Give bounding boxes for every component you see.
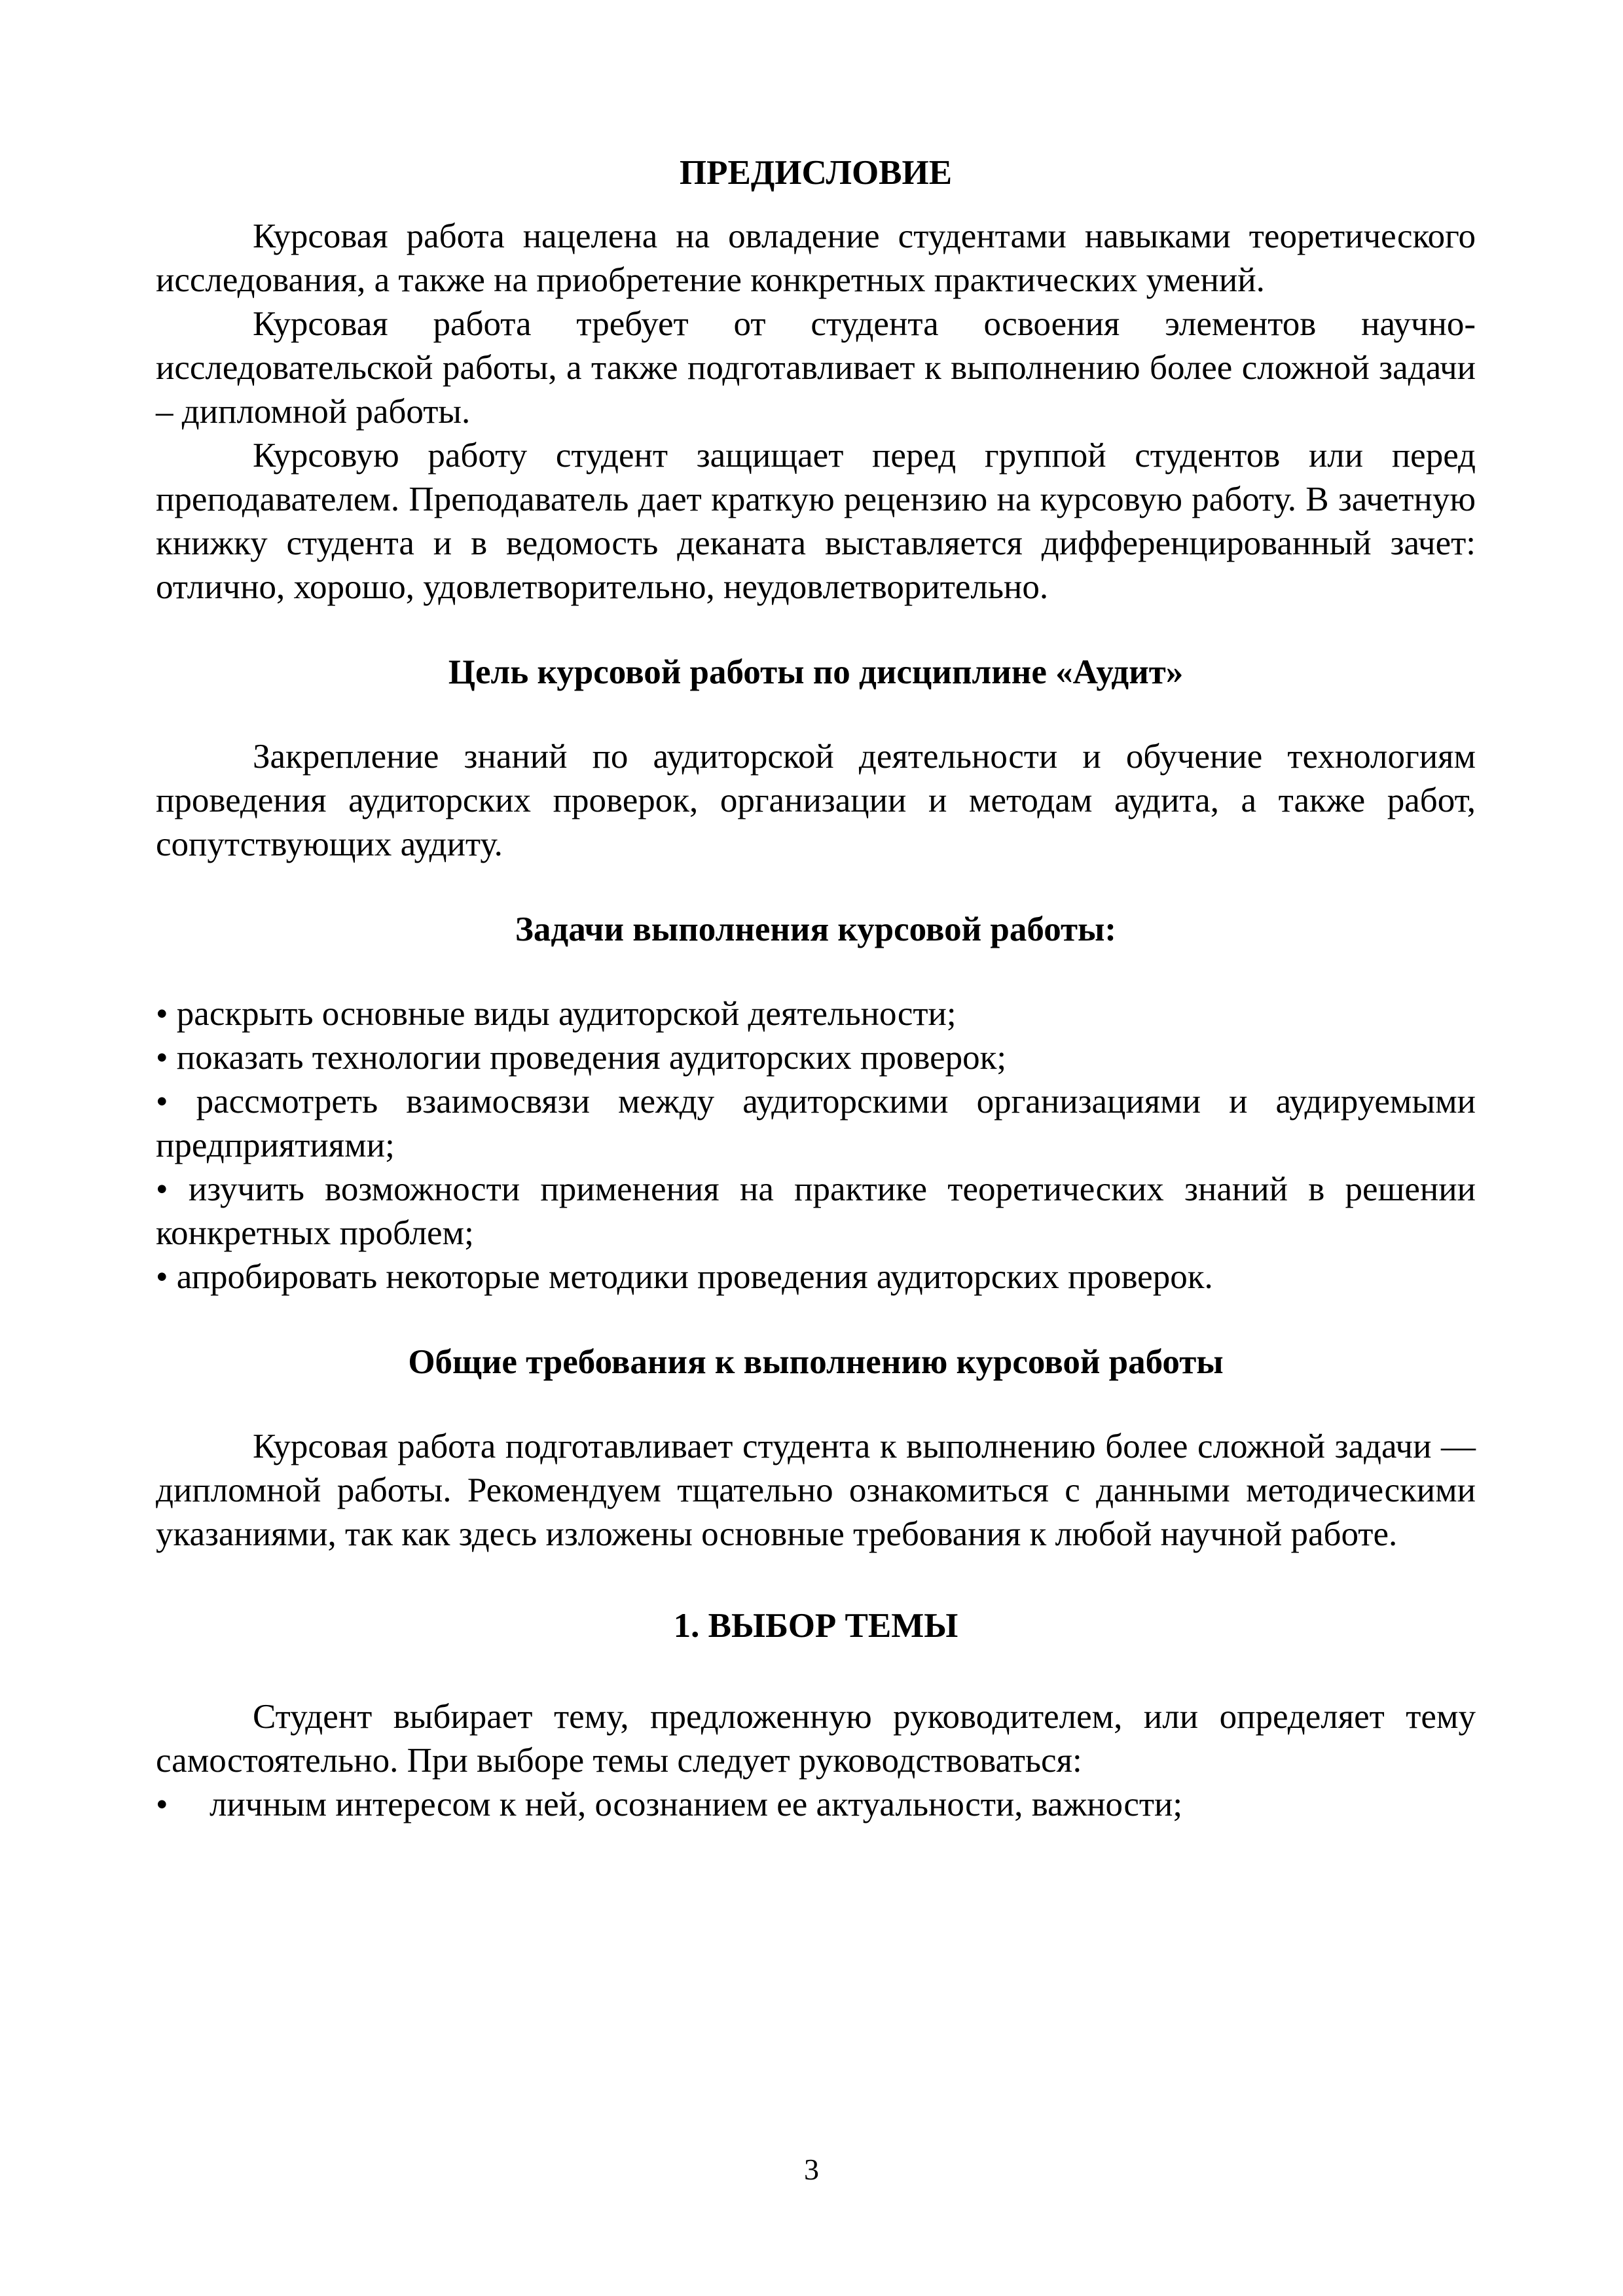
task-item-1: • раскрыть основные виды аудиторской деятельности; (156, 995, 957, 1033)
requirements-title: Общие требования к выполнению курсовой работы (408, 1343, 1224, 1381)
section-1-title: 1. ВЫБОР ТЕМЫ (673, 1607, 958, 1645)
section-1-bullet (156, 1783, 1476, 1827)
task-item-3: • рассмотреть взаимосвязи между аудиторскими организациями и аудируемыми предприятиями; (156, 1083, 1476, 1164)
document-page (156, 151, 1476, 1827)
section-1-bullet-text: личным интересом к ней, осознанием ее актуальности, важности; (210, 1785, 1183, 1823)
preface-paragraph-1: Курсовая работа нацелена на овладение студентами навыками теоретического исследования, а также на приобретение конкретных практических умений. (156, 217, 1476, 299)
task-item-4: • изучить возможности применения на практике теоретических знаний в решении конкретных проблем; (156, 1170, 1476, 1252)
bullet-mark: • (156, 1785, 168, 1823)
task-item-2: • показать технологии проведения аудиторских проверок; (156, 1039, 1007, 1077)
requirements-text: Курсовая работа подготавливает студента к выполнению более сложной задачи — дипломной работы. Рекомендуем тщательно ознакомиться с данными методическими указаниями, так как здесь изложены основные требования к любой научной работе. (156, 1427, 1476, 1553)
task-item-5: • апробировать некоторые методики проведения аудиторских проверок. (156, 1258, 1213, 1296)
preface-title: ПРЕДИСЛОВИЕ (679, 154, 953, 192)
goal-text: Закрепление знаний по аудиторской деятельности и обучение технологиям проведения аудиторских проверок, организации и методам аудита, а также работ, сопутствующих аудиту. (156, 738, 1476, 863)
page-number: 3 (804, 2153, 819, 2186)
tasks-title: Задачи выполнения курсовой работы: (515, 910, 1117, 948)
section-1-text: Студент выбирает тему, предложенную руководителем, или определяет тему самостоятельно. При выборе темы следует руководствоваться: (156, 1698, 1476, 1780)
preface-paragraph-2: Курсовая работа требует от студента освоения элементов научно-исследовательской работы, а также подготавливает к выполнению более сложной задачи – дипломной работы. (156, 305, 1476, 431)
goal-title: Цель курсовой работы по дисциплине «Аудит» (448, 653, 1184, 691)
preface-paragraph-3: Курсовую работу студент защищает перед группой студентов или перед преподавателем. Преподаватель дает краткую рецензию на курсовую работу. В зачетную книжку студента и в ведомость деканата выставляется дифференцированный зачет: отлично, хорошо, удовлетворительно, неудовлетворительно. (156, 437, 1476, 606)
